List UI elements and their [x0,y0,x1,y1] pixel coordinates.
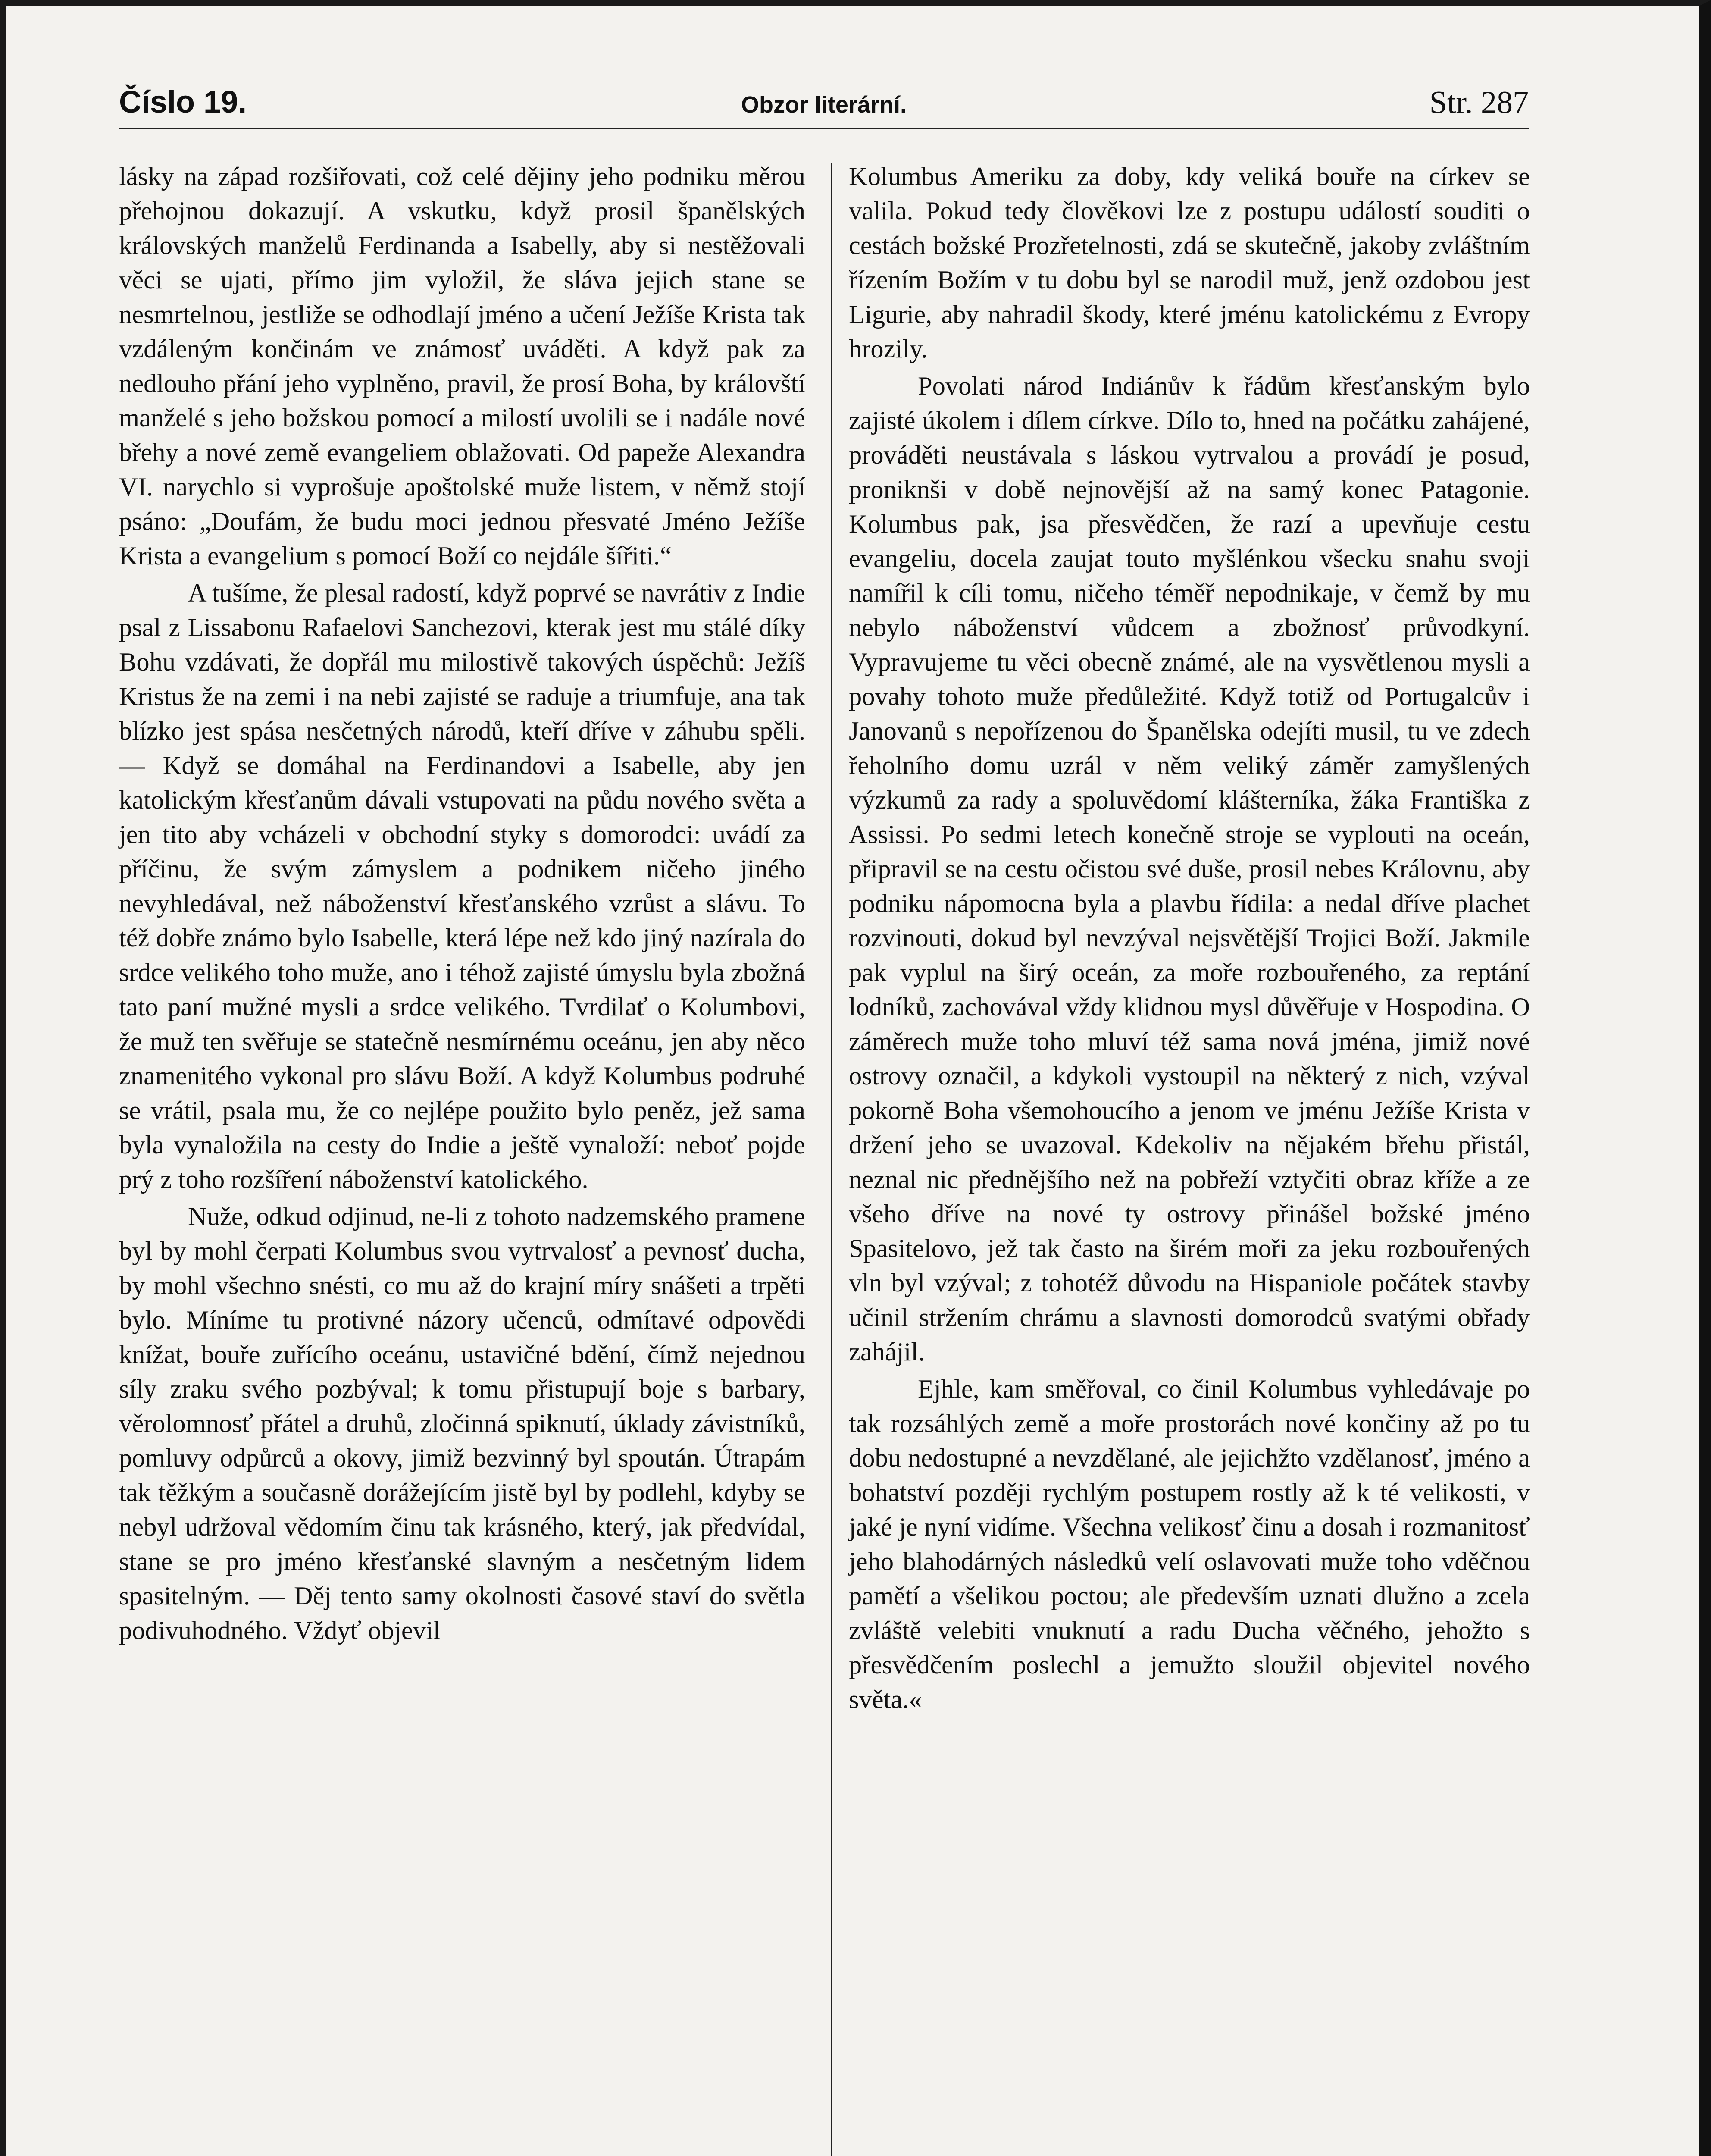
issue-number: Číslo 19. [119,85,247,119]
paragraph: Ejhle, kam směřoval, co činil Kolumbus vyhledávaje po tak rozsáhlých země a moře prostorách nové končiny až po tu dobu nedostupné a nevzdělané, ale jejichžto vzdělanosť, jméno a bohatství později rychlým postupem rostly až k té velikosti, v jaké je nyní vidíme. Všechna velikosť činu a dosah i rozmanitosť jeho blahodárných následků velí oslavovati muže toho vděčnou pamětí a všelikou poctou; ale především uznati dlužno a zcela zvláště velebiti vnuknutí a radu Ducha věčného, jehožto s přesvědčením poslechl a jemužto sloužil objevitel nového světa.« [849,1375,1530,1714]
paragraph: Kolumbus Ameriku za doby, kdy veliká bouře na církev se valila. Pokud tedy člověkovi lze z postupu událostí souditi o cestách božské Prozřetelnosti, zdá se skutečně, jakoby zvláštním řízením Božím v tu dobu byl se narodil muž, jenž ozdobou jest Ligurie, aby nahradil škody, které jménu katolickému z Evropy hrozily. [849,162,1530,364]
page-number: Str. 287 [1429,85,1529,120]
column-divider [831,163,832,2156]
right-column [849,160,1530,1717]
running-header [119,85,1529,132]
paragraph: Nuže, odkud odjinud, ne-li z tohoto nadzemského pramene byl by mohl čerpati Kolumbus svou vytrvalosť a pevnosť ducha, by mohl všechno snésti, co mu až do krajní míry snášeti a trpěti bylo. Míníme tu protivné názory učenců, odmítavé odpovědi knížat, bouře zuřícího oceánu, ustavičné bdění, čímž nejednou síly zraku svého pozbýval; k tomu přistupují boje s barbary, věrolomnosť přátel a druhů, zločinná spiknutí, úklady závistníků, pomluvy odpůrců a okovy, jimiž bezvinný byl spoután. Útrapám tak těžkým a současně dorážejícím jistě byl by podlehl, kdyby se nebyl udržoval vědomím činu tak krásného, který, jak předvídal, stane se pro jméno křesťanské slavným a nesčetným lidem spasitelným. — Děj tento samy okolnosti časové staví do světla podivuhodného. Vždyť objevil [119,1202,805,1645]
left-column [119,160,805,1648]
paragraph: A tušíme, že plesal radostí, když poprvé se navrátiv z Indie psal z Lissabonu Rafaelovi Sanchezovi, kterak jest mu stálé díky Bohu vzdávati, že dopřál mu milostivě takových úspěchů: Ježíš Kristus že na zemi i na nebi zajisté se raduje a triumfuje, ana tak blízko jest spása nesčetných národů, kteří dříve v záhubu spěli. — Když se domáhal na Ferdinandovi a Isabelle, aby jen katolickým křesťanům dávali vstupovati na půdu nového světa a jen tito aby vcházeli v obchodní styky s domorodci: uvádí za příčinu, že svým zámyslem a podnikem ničeho jiného nevyhledával, než náboženství křesťanského vzrůst a slávu. To též dobře známo bylo Isabelle, která lépe než kdo jiný nazírala do srdce velikého toho muže, ano i téhož zajisté úmyslu byla zbožná tato paní mužné mysli a srdce velikého. Tvrdilať o Kolumbovi, že muž ten svěřuje se statečně nesmírnému oceánu, jen aby něco znamenitého vykonal pro slávu Boží. A když Kolumbus podruhé se vrátil, psala mu, že co nejlépe použito bylo peněz, jež sama byla vynaložila na cesty do Indie a ještě vynaloží: neboť pojde prý z toho rozšíření náboženství katolického. [119,579,805,1194]
header-rule [119,128,1529,129]
paragraph: Povolati národ Indiánův k řádům křesťanským bylo zajisté úkolem i dílem církve. Dílo to, hned na počátku zahájené, prováděti neustávala s láskou vytrvalou a provádí je posud, proniknši v době nejnovější až na samý konec Patagonie. Kolumbus pak, jsa přesvědčen, že razí a upevňuje cestu evangeliu, docela zaujat touto myšlénkou všecku snahu svoji namířil k cíli tomu, ničeho téměř nepodnikaje, v čemž by mu nebylo náboženství vůdcem a zbožnosť průvodkyní. Vypravujeme tu věci obecně známé, ale na vysvětlenou mysli a povahy tohoto muže předůležité. Když totiž od Portugalcův i Janovanů s nepořízenou do Španělska odejíti musil, tu ve zdech řeholního domu uzrál v něm veliký záměr zamyšlených výzkumů za rady a spoluvědomí klášterníka, žáka Františka z Assissi. Po sedmi letech konečně stroje se vyplouti na oceán, připravil se na cestu očistou své duše, prosil nebes Královnu, aby podniku nápomocna byla a plavbu řídila: a nedal dříve plachet rozvinouti, dokud byl nevzýval nejsvětější Trojici Boží. Jakmile pak vyplul na širý oceán, za moře rozbouřeného, za reptání lodníků, zachovával vždy klidnou mysl důvěřuje v Hospodina. O záměrech muže toho mluví též sama nová jména, jimiž nové ostrovy označil, a kdykoli vystoupil na některý z nich, vzýval pokorně Boha všemohoucího a jenom ve jménu Ježíše Krista v držení jeho se uvazoval. Kdekoliv na nějakém břehu přistál, neznal nic přednějšího než na pobřeží vztyčiti obraz kříže a ze všeho dříve na nové ty ostrovy přinášel božské jméno Spasitelovo, jež tak často na širém moři za jeku rozbouřených vln byl vzýval; z tohotéž důvodu na Hispaniole počátek stavby učinil stržením chrámu a slavnosti domorodců svatými obřady zahájil. [849,372,1530,1366]
paragraph: lásky na západ rozšiřovati, což celé dějiny jeho podniku měrou přehojnou dokazují. A vskutku, když prosil španělských královských manželů Ferdinanda a Isabelly, aby si nestěžovali věci se ujati, přímo jim vyložil, že sláva jejich stane se nesmrtelnou, jestliže se odhodlají jméno a učení Ježíše Krista tak vzdáleným končinám ve známosť uváděti. A když pak za nedlouho přání jeho vyplněno, pravil, že prosí Boha, by královští manželé s jeho božskou pomocí a milostí uvolili se i nadále nové břehy a nové země evangeliem oblažovati. Od papeže Alexandra VI. narychlo si vyprošuje apoštolské muže listem, v němž stojí psáno: „Doufám, že budu moci jednou přesvaté Jméno Ježíše Krista a evangelium s pomocí Boží co nejdále šířiti.“ [119,162,805,570]
journal-title: Obzor literární. [741,92,907,118]
